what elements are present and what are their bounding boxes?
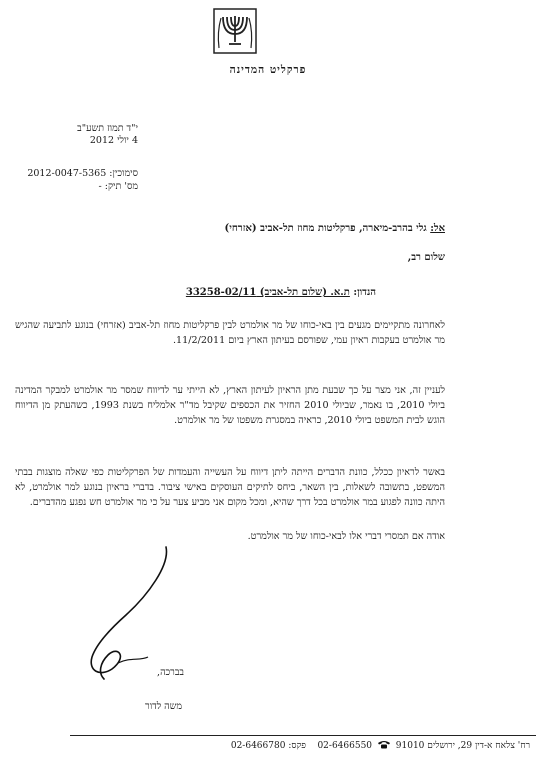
subject-value: ת.א. (שלום תל-אביב) 33258-02/11 xyxy=(185,287,350,298)
footer-fax: 02-6466780 xyxy=(230,741,286,751)
paragraph-4: אודה אם תמסרי דברי אלו לבאי-כוחו של מר אולמרט. xyxy=(247,531,445,542)
paragraph-2: לעניין זה, אני מצר על כך שבעת מתן הראיון לעיתון הארץ, לא הייתי ער לדיווח שמסר מר אולמרט למבקר המדינה ביולי 2010, בו נאמר, שביולי 2010 החזיר את הכספים שקיבל מד"ר אלמליח בשנת 1993, כשהעתק מן הדיווח הוגש לבית המשפט ביולי 2010, כראיה במסגרת משפטו של מר אולמרט. xyxy=(15,385,445,426)
signer-name: משה לדור xyxy=(145,701,182,712)
to-label: אל: xyxy=(430,223,445,234)
signature-block xyxy=(78,545,188,712)
subject-label: הנדון: xyxy=(353,287,376,298)
greeting: שלום רב, xyxy=(407,252,445,263)
office-name: פרקליט המדינה xyxy=(229,64,307,76)
to-text: גלי בהרב-מיארה, פרקליטות מחוז תל-אביב (אזרחי) xyxy=(224,223,427,234)
hebrew-date: י"ד תמוז תשע"ב xyxy=(77,123,138,134)
footer-phone: 02-6466550 xyxy=(317,741,373,751)
footer-fax-label: פקס: xyxy=(288,741,306,751)
footer xyxy=(70,740,530,751)
closing-salutation: בברכה, xyxy=(157,667,184,678)
subject-line xyxy=(76,287,376,298)
paragraph-1: לאחרונה מתקיימים מגעים בין באי-כוחו של מר אולמרט לבין פרקליטות מחוז תל-אביב (אזרחי) בנוגע לתביעה שהגיש מר אולמרט בעקבות ראיון עמי, שפורסם בעיתון הארץ ביום 11/2/2011. xyxy=(15,320,445,346)
reference-number: סימוכין: 2012-0047-5365 xyxy=(27,168,138,179)
addressee xyxy=(5,223,445,234)
date-block xyxy=(28,123,138,147)
reference-block xyxy=(0,167,138,193)
telephone-icon xyxy=(378,740,390,749)
file-number: מס' תיק: - xyxy=(98,181,138,192)
footer-divider xyxy=(70,735,536,736)
footer-address: רח' צלאח א-דין 29, ירושלים 91010 xyxy=(395,741,530,751)
paragraph-3: באשר לראיון ככלל, כוונת הדברים הייתה ליתן דיווח על העשייה והעמדות של הפרקליטות כפי שאלה מוצגות בבתי המשפט, בתשובה לשאלות, בין השאר, ביחס לתיקים העוסקים באישי ציבור. בדברי בראיון בנוגע למר אולמרט, לא היתה כוונה לפגוע במר אולמרט בכל דרך שהיא, ומכל מקום אני מביע צער על כי מר אולמרט חש נפגע מהדברים. xyxy=(15,467,445,508)
menorah-emblem-icon xyxy=(213,8,257,54)
gregorian-date: 4 יולי 2012 xyxy=(89,135,138,146)
